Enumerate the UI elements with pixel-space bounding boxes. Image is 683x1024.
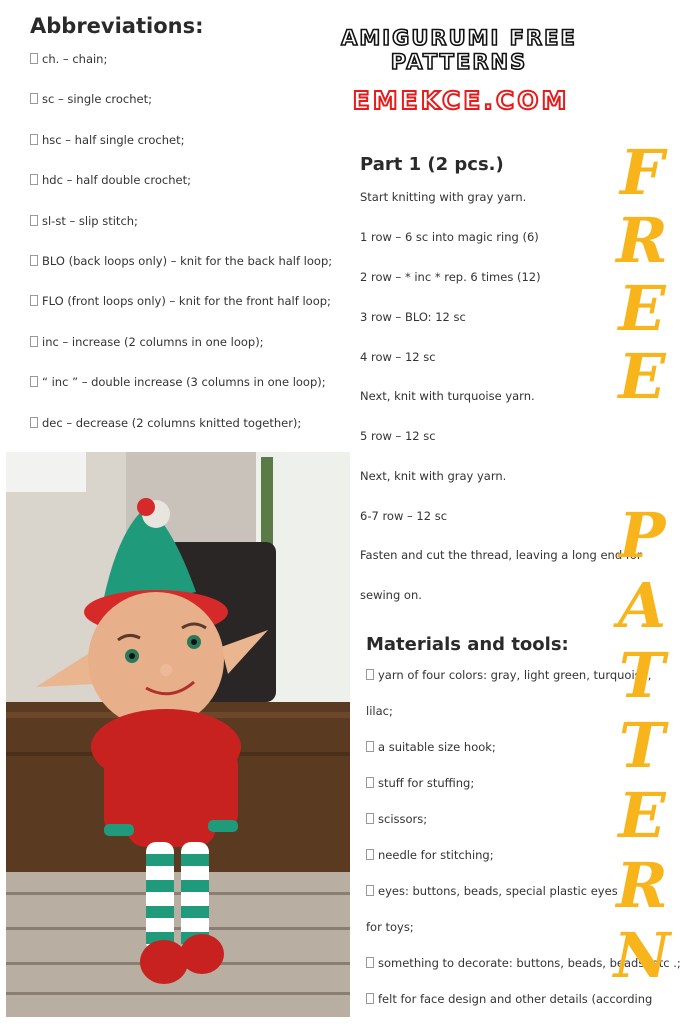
banner-letter: P <box>618 499 666 572</box>
bullet-icon <box>366 813 374 824</box>
bullet-icon <box>366 741 374 752</box>
list-item: 6-7 row – 12 sc <box>360 509 448 523</box>
bullet-icon <box>30 134 38 145</box>
brand-site[interactable]: EMEKCE.COM <box>352 86 570 115</box>
bullet-icon <box>30 255 38 266</box>
bullet-icon <box>30 336 38 347</box>
banner-letter: R <box>616 849 668 922</box>
list-item: sewing on. <box>360 588 422 602</box>
elf-doll-photo <box>6 452 350 1017</box>
list-item: a suitable size hook; <box>366 740 496 754</box>
bullet-icon <box>30 174 38 185</box>
list-item: 1 row – 6 sc into magic ring (6) <box>360 230 539 244</box>
list-item: something to decorate: buttons, beads, beads, etc .; <box>366 956 681 970</box>
list-item: inc – increase (2 columns in one loop); <box>30 335 264 349</box>
list-item: dec – decrease (2 columns knitted together); <box>30 416 301 430</box>
banner-letter: E <box>618 340 666 413</box>
list-item: 5 row – 12 sc <box>360 429 436 443</box>
list-item: sl-st – slip stitch; <box>30 214 138 228</box>
banner-letter: T <box>618 709 666 782</box>
bullet-icon <box>30 53 38 64</box>
banner-letter: F <box>619 136 665 209</box>
bullet-icon <box>366 957 374 968</box>
list-item: for toys; <box>366 920 414 934</box>
banner-letter: R <box>616 204 668 277</box>
list-item: FLO (front loops only) – knit for the front half loop; <box>30 294 331 308</box>
bullet-icon <box>30 295 38 306</box>
list-item: sc – single crochet; <box>30 92 152 106</box>
bullet-icon <box>30 93 38 104</box>
list-item: yarn of four colors: gray, light green, turquoise, <box>366 668 651 682</box>
bullet-icon <box>30 215 38 226</box>
part1-title: Part 1 (2 pcs.) <box>360 154 504 175</box>
list-item: Start knitting with gray yarn. <box>360 190 527 204</box>
list-item: BLO (back loops only) – knit for the back half loop; <box>30 254 332 268</box>
bullet-icon <box>366 669 374 680</box>
materials-title: Materials and tools: <box>366 634 569 655</box>
list-item: “ inc ” – double increase (3 columns in one loop); <box>30 375 326 389</box>
list-item: eyes: buttons, beads, special plastic eyes <box>366 884 618 898</box>
list-item: Next, knit with turquoise yarn. <box>360 389 535 403</box>
list-item: hdc – half double crochet; <box>30 173 191 187</box>
bullet-icon <box>30 417 38 428</box>
list-item: Next, knit with gray yarn. <box>360 469 507 483</box>
bullet-icon <box>366 885 374 896</box>
list-item: felt for face design and other details (according <box>366 992 652 1006</box>
banner-letter: A <box>617 569 667 642</box>
bullet-icon <box>30 376 38 387</box>
banner-letter: E <box>618 272 666 345</box>
list-item: ch. – chain; <box>30 52 107 66</box>
list-item: stuff for stuffing; <box>366 776 474 790</box>
list-item: needle for stitching; <box>366 848 494 862</box>
list-item: 2 row – * inc * rep. 6 times (12) <box>360 270 541 284</box>
bullet-icon <box>366 849 374 860</box>
bullet-icon <box>366 777 374 788</box>
abbreviations-title: Abbreviations: <box>30 14 204 38</box>
list-item: Fasten and cut the thread, leaving a long end for <box>360 548 642 562</box>
banner-letter: T <box>618 639 666 712</box>
bullet-icon <box>366 993 374 1004</box>
list-item: scissors; <box>366 812 427 826</box>
list-item: 3 row – BLO: 12 sc <box>360 310 466 324</box>
elf-doll-illustration <box>6 452 350 1017</box>
banner-letter: N <box>613 919 671 992</box>
list-item: hsc – half single crochet; <box>30 133 185 147</box>
banner-letter: E <box>618 779 666 852</box>
brand-logo-text: AMIGURUMI FREE PATTERNS <box>341 26 577 74</box>
list-item: lilac; <box>366 704 393 718</box>
list-item: 4 row – 12 sc <box>360 350 436 364</box>
